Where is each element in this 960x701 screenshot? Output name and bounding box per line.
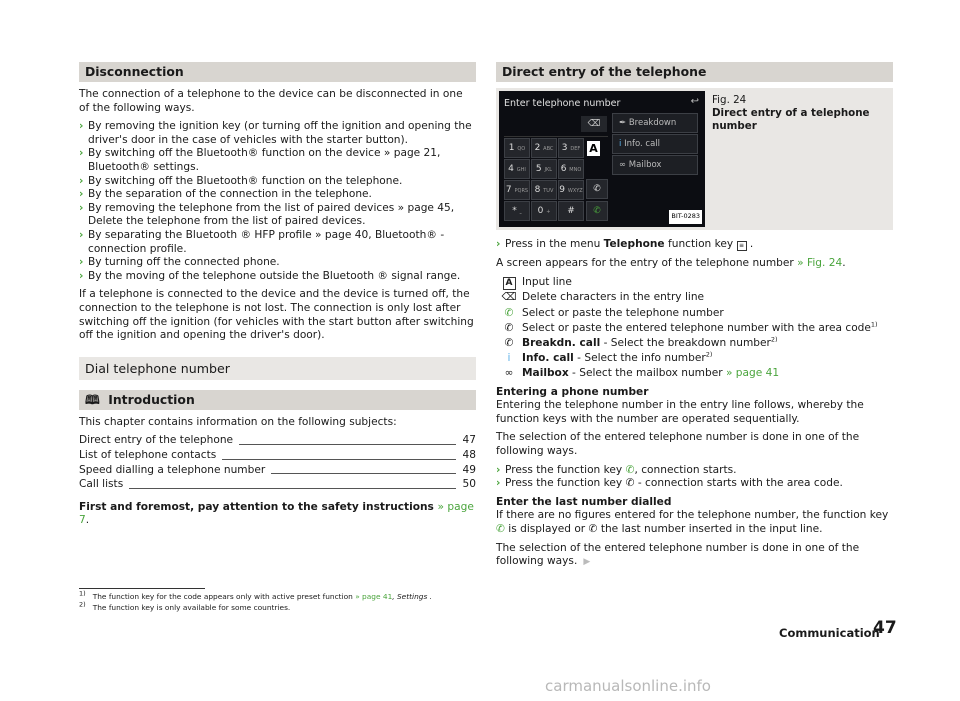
figure-link[interactable]: » Fig. 24 (797, 256, 843, 269)
list-item: › By turning off the connected phone. (79, 256, 280, 269)
safety-note: First and foremost, pay attention to the safety instructions » page 7. (79, 500, 474, 527)
mailbox-button: ∞ Mailbox (612, 155, 698, 175)
legend-item: ✆ Select or paste the entered telephone number with the area code$^{1)}$ (496, 321, 893, 336)
info-icon: i (507, 352, 511, 365)
delete-icon: ⌫ (581, 116, 607, 132)
footnote-link[interactable]: » page 41 (355, 592, 393, 601)
watermark: carmanualsonline.info (545, 677, 711, 695)
toc-entry[interactable]: List of telephone contacts 48 (79, 449, 476, 462)
legend (496, 275, 893, 381)
legend-item: A Input line (496, 275, 893, 290)
last-number-heading: Enter the last number dialled (496, 495, 672, 508)
keypad-key: 8 TUV (531, 180, 557, 200)
breakdown-icon: ✆ (504, 337, 514, 349)
page-link[interactable]: » page 41 (725, 367, 780, 380)
footnote: $^{2)}$ The function key is only available for some countries. (79, 600, 291, 612)
disconnection-note: If a telephone is connected to the device and the device is turned off, the connection to the telephone is not lost. The connection is only lost after switching off the ignition (for vehicles with the start button after switching off the ignition and opening the driver's door). (79, 288, 474, 342)
image-code: BIT-0283 (669, 210, 702, 224)
area-code-call-icon: ✆ (586, 179, 608, 199)
keypad-key: 4 GHI (504, 159, 530, 179)
list-item: › By the separation of the connection in the telephone. (79, 188, 372, 201)
legend-item: ✆ Breakdn. call - Select the breakdown number$^{2)}$ (496, 336, 893, 351)
screen-appears-text: A screen appears for the entry of the telephone number » Fig. 24. (496, 256, 846, 269)
keypad-key: * ⎵ (504, 201, 530, 221)
page-number: 47 (873, 618, 897, 638)
disconnection-bullets (79, 120, 476, 283)
keypad-key: 2 ABC (531, 138, 557, 158)
area-code-call-icon: ✆ (588, 522, 598, 535)
keypad-key: 5 JKL (531, 159, 557, 179)
entering-text: Entering the telephone number in the entry line follows, whereby the function keys with the number are operated sequentially. (496, 399, 864, 425)
list-item: › By switching off the Bluetooth® function on the device » page 21, Bluetooth® settings. (79, 147, 441, 173)
disconnection-intro: The connection of a telephone to the device can be disconnected in one of the following ways. (79, 88, 463, 114)
list-item: › By the moving of the telephone outside the Bluetooth ® signal range. (79, 269, 461, 282)
keypad-key: 6 MNO (558, 159, 584, 179)
call-icon: ✆ (586, 201, 608, 221)
phone-entry-screen (499, 91, 705, 227)
left-column (79, 62, 476, 533)
list-item: › By separating the Bluetooth ® HFP profile » page 40, Bluetooth® - connection profile. (79, 228, 445, 255)
call-icon: ✆ (504, 306, 514, 319)
press-instruction: › Press in the menu Telephone function key ≡ . (496, 238, 754, 250)
delete-icon: ⌫ (501, 291, 517, 304)
intro-text: This chapter contains information on the following subjects: (79, 415, 397, 428)
breakdown-button: ✒ Breakdown (612, 113, 698, 133)
info-icon: i (619, 139, 622, 149)
legend-item: ∞ Mailbox - Select the mailbox number » page 41 (496, 366, 893, 381)
callout-a-icon: A (503, 277, 516, 290)
footnote: $^{1)}$ The function key for the code appears only with active preset function » page 41, Settings . (79, 589, 432, 601)
toc-entry[interactable]: Call lists 50 (79, 478, 476, 491)
book-icon: 🕮 (85, 392, 100, 408)
keypad-key: 7 PQRS (504, 180, 530, 200)
screen-title: Enter telephone number (504, 98, 621, 109)
keypad-key: 0 + (531, 201, 557, 221)
wrench-icon: ✒ (619, 118, 627, 128)
call-icon: ✆ (625, 463, 635, 476)
legend-item: ✆ Select or paste the telephone number (496, 306, 893, 321)
footer-section: Communication (779, 626, 880, 640)
voicemail-icon: ∞ (619, 160, 627, 170)
dial-section-heading: Dial telephone number (79, 357, 476, 381)
back-icon: ↩ (690, 96, 699, 107)
keypad-key: 3 DEF (558, 138, 584, 158)
call-icon: ✆ (496, 522, 505, 535)
footnotes (79, 589, 579, 613)
area-code-call-icon: ✆ (504, 321, 514, 334)
selection-text: The selection of the entered telephone number is done in one of the following ways. (496, 431, 860, 457)
selection-text-2: The selection of the entered telephone number is done in one of the following ways. ▶ (496, 541, 860, 568)
info-call-button: i Info. call (612, 134, 698, 154)
figure-24 (496, 88, 893, 230)
right-column (496, 62, 893, 575)
continue-arrow-icon: ▶ (583, 557, 591, 568)
step-item: › Press the function key ✆, connection starts. (496, 463, 737, 476)
menu-icon: ≡ (737, 241, 747, 251)
legend-item: i Info. call - Select the info number$^{2)}$ (496, 351, 893, 366)
toc-entry[interactable]: Speed dialling a telephone number 49 (79, 463, 476, 476)
disconnection-heading: Disconnection (79, 62, 476, 82)
step-item: › Press the function key ✆ - connection starts with the area code. (496, 477, 843, 490)
voicemail-icon: ∞ (504, 367, 514, 380)
last-number-text: If there are no figures entered for the telephone number, the function key ✆ is displayed or ✆ the last number inserted in the input line. (496, 509, 889, 535)
callout-a: A (587, 141, 600, 156)
legend-item: ⌫ Delete characters in the entry line (496, 290, 893, 305)
figure-caption: Fig. 24 Direct entry of a telephone number (712, 94, 870, 132)
entering-heading: Entering a phone number (496, 385, 649, 398)
direct-entry-heading: Direct entry of the telephone (496, 62, 893, 82)
list-item: › By removing the ignition key (or turning off the ignition and opening the driver's door in the case of vehicles with the starter button). (79, 120, 472, 146)
list-item: › By removing the telephone from the list of paired devices » page 45, Delete the telephone from the list of paired devices. (79, 201, 455, 228)
introduction-heading: 🕮 Introduction (79, 390, 476, 410)
keypad-key: 9 WXYZ (558, 180, 584, 200)
keypad-key: 1 QO (504, 138, 530, 158)
area-code-call-icon: ✆ (625, 477, 635, 490)
keypad-key: # (558, 201, 584, 221)
footnote-divider (79, 588, 205, 589)
toc-entry[interactable]: Direct entry of the telephone 47 (79, 434, 476, 447)
table-of-contents (79, 434, 476, 491)
list-item: › By switching off the Bluetooth® function on the telephone. (79, 174, 403, 187)
safety-link[interactable]: » page 7 (79, 500, 474, 527)
